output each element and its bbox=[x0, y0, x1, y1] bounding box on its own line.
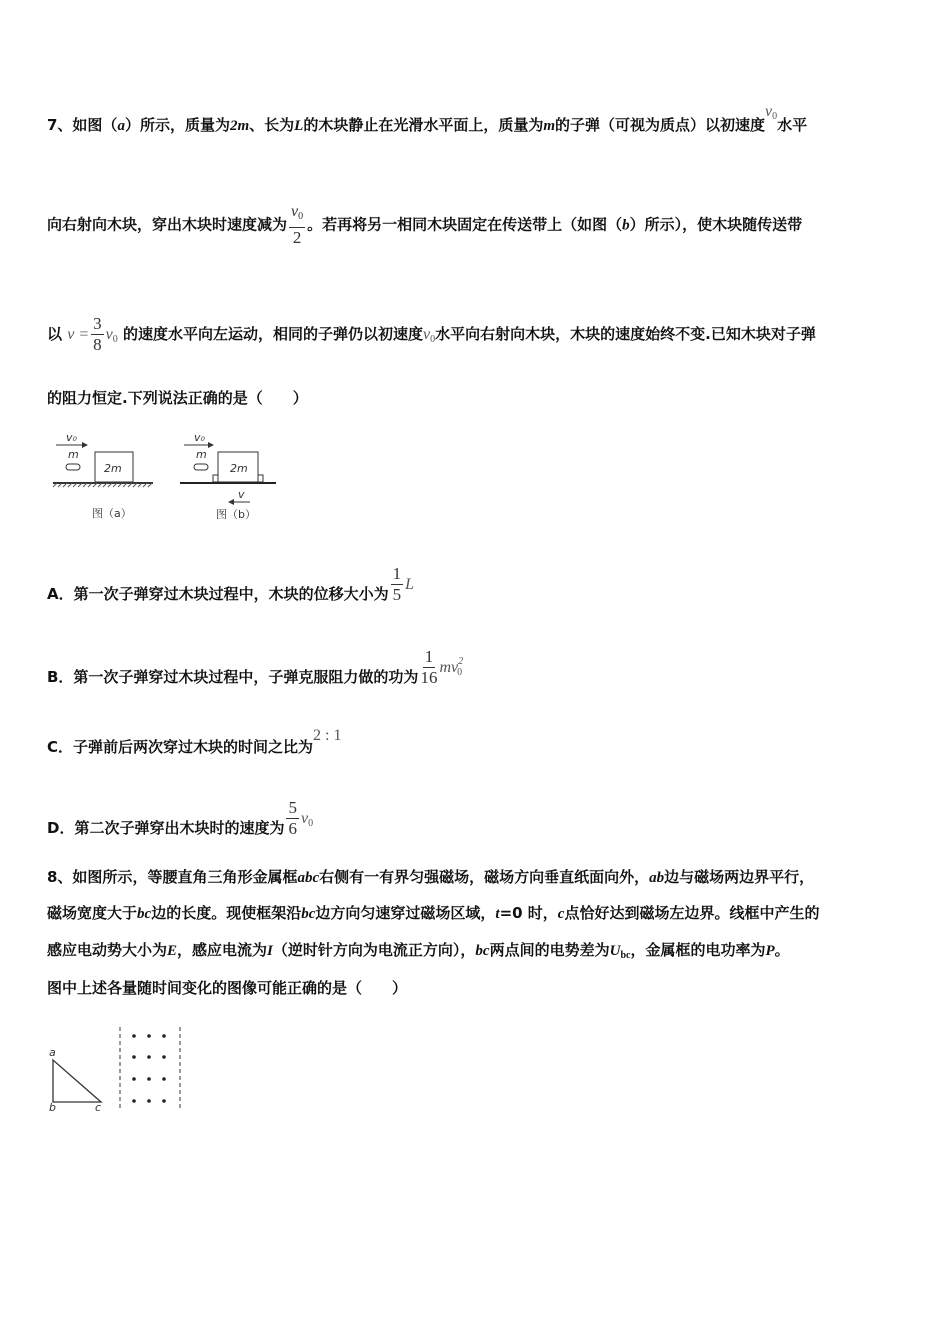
text: 的阻力恒定.下列说法正确的是（ ） bbox=[47, 389, 308, 407]
text: C．子弹前后两次穿过木块的时间之比为 bbox=[47, 738, 314, 756]
text: 边方向匀速穿过磁场区域， bbox=[315, 904, 496, 922]
text: 右侧有一有界匀强磁场，磁场方向垂直纸面向外， bbox=[319, 868, 650, 886]
q7-line-4 bbox=[47, 388, 308, 408]
text: 。若再将另一相同木块固定在传送带上（如图（ bbox=[307, 215, 623, 234]
text: 的速度水平向左运动，相同的子弹仍以初速度 bbox=[123, 325, 424, 343]
text: ，金属框的电功率为 bbox=[630, 941, 766, 959]
q8-line-4 bbox=[47, 978, 407, 998]
text: 感应电动势大小为 bbox=[47, 941, 168, 959]
text: 边的长度。现使框架沿 bbox=[151, 904, 302, 922]
text: B．第一次子弹穿过木块过程中，子弹克服阻力做的功为 bbox=[47, 668, 419, 686]
math: t bbox=[495, 906, 500, 922]
text: A．第一次子弹穿过木块过程中，木块的位移大小为 bbox=[47, 585, 389, 603]
text: 水平向右射向木块，木块的速度始终不变.已知木块对子弹 bbox=[435, 325, 816, 343]
math: L bbox=[294, 118, 304, 134]
svg-text:c: c bbox=[95, 1101, 102, 1114]
text: （逆时针方向为电流正方向）， bbox=[272, 941, 476, 959]
q7-line-2 bbox=[47, 202, 802, 248]
q8-line-2 bbox=[47, 903, 819, 924]
svg-text:图（b）: 图（b） bbox=[216, 508, 256, 521]
math: E bbox=[167, 943, 178, 959]
math: ab bbox=[649, 870, 665, 886]
math: b bbox=[622, 217, 630, 234]
text: =0 时， bbox=[499, 904, 558, 922]
fraction: $\frac{5}{6}$ bbox=[288, 798, 297, 838]
svg-text:v: v bbox=[238, 488, 245, 501]
text: 的木块静止在光滑水平面上，质量为 bbox=[303, 116, 544, 134]
math: v = bbox=[67, 326, 90, 343]
svg-text:2m: 2m bbox=[104, 462, 122, 475]
text: 点恰好达到磁场左边界。线框中产生的 bbox=[564, 904, 820, 922]
math: $mv^2_0$ bbox=[439, 656, 464, 678]
option-b bbox=[47, 647, 464, 698]
text: 边与磁场两边界平行， bbox=[664, 868, 815, 886]
math: bc bbox=[137, 906, 152, 922]
math: m bbox=[543, 118, 555, 134]
text: 8、如图所示，等腰直角三角形金属框 bbox=[47, 868, 298, 886]
text: 以 bbox=[47, 325, 63, 343]
svg-text:m: m bbox=[68, 448, 79, 461]
svg-text:m: m bbox=[196, 448, 207, 461]
q8-figure bbox=[45, 1025, 190, 1115]
math: a bbox=[117, 118, 125, 134]
text: D．第二次子弹穿出木块时的速度为 bbox=[47, 819, 285, 837]
svg-text:v₀: v₀ bbox=[66, 431, 77, 444]
fraction-v0-over-2: $\frac{v_0}{2}$ bbox=[291, 203, 304, 247]
math: $v_0$ bbox=[300, 810, 314, 829]
figure-a bbox=[53, 431, 153, 520]
q7-line-3 bbox=[47, 314, 816, 355]
svg-text:图（a）: 图（a） bbox=[92, 507, 132, 520]
option-d bbox=[47, 798, 314, 849]
text: ，感应电流为 bbox=[177, 941, 268, 959]
q7-line-1 bbox=[47, 103, 808, 141]
text: ）所示），使木块随传送带 bbox=[629, 215, 803, 234]
v0-symbol: $v_0$ bbox=[765, 103, 778, 122]
fraction: $\frac{1}{5}$ bbox=[392, 564, 402, 604]
text: 、长为 bbox=[249, 116, 295, 134]
text: 图中上述各量随时间变化的图像可能正确的是（ ） bbox=[47, 979, 408, 997]
math: bc bbox=[475, 943, 490, 959]
math: 2m bbox=[229, 118, 250, 134]
option-a bbox=[47, 564, 415, 615]
q8-line-1 bbox=[47, 867, 814, 888]
figure-b bbox=[180, 431, 276, 521]
v0-symbol: $v_0$ bbox=[423, 326, 436, 345]
text: 的子弹（可视为质点）以初速度 bbox=[555, 116, 766, 134]
math: I bbox=[267, 943, 273, 959]
fraction-3-over-8: $\frac{3}{8}$ bbox=[93, 314, 102, 354]
text: ）所示，质量为 bbox=[124, 116, 230, 134]
text: 7、如图（ bbox=[47, 116, 118, 134]
math: P bbox=[765, 943, 775, 959]
svg-text:v₀: v₀ bbox=[194, 431, 205, 444]
math: L bbox=[405, 576, 415, 593]
triangle-frame bbox=[53, 1060, 101, 1102]
option-c bbox=[47, 727, 342, 758]
math: bc bbox=[301, 906, 316, 922]
magnetic-field-dots bbox=[132, 1034, 166, 1103]
math: $U_{bc}$ bbox=[609, 943, 631, 961]
text: 两点间的电势差为 bbox=[489, 941, 610, 959]
fraction: $\frac{1}{16}$ bbox=[420, 647, 438, 687]
q8-line-3 bbox=[47, 940, 790, 966]
svg-text:a: a bbox=[49, 1046, 56, 1059]
text: 水平 bbox=[777, 116, 808, 134]
math: c bbox=[557, 906, 565, 922]
text: 向右射向木块，穿出木块时速度减为 bbox=[47, 215, 288, 234]
math: abc bbox=[297, 870, 320, 886]
text: 。 bbox=[774, 941, 790, 959]
v0-symbol: $v_0$ bbox=[105, 326, 118, 345]
q7-figure bbox=[48, 428, 278, 524]
math: 2 : 1 bbox=[313, 727, 342, 744]
text: 磁场宽度大于 bbox=[47, 904, 138, 922]
svg-text:b: b bbox=[49, 1101, 56, 1114]
svg-text:2m: 2m bbox=[230, 462, 248, 475]
